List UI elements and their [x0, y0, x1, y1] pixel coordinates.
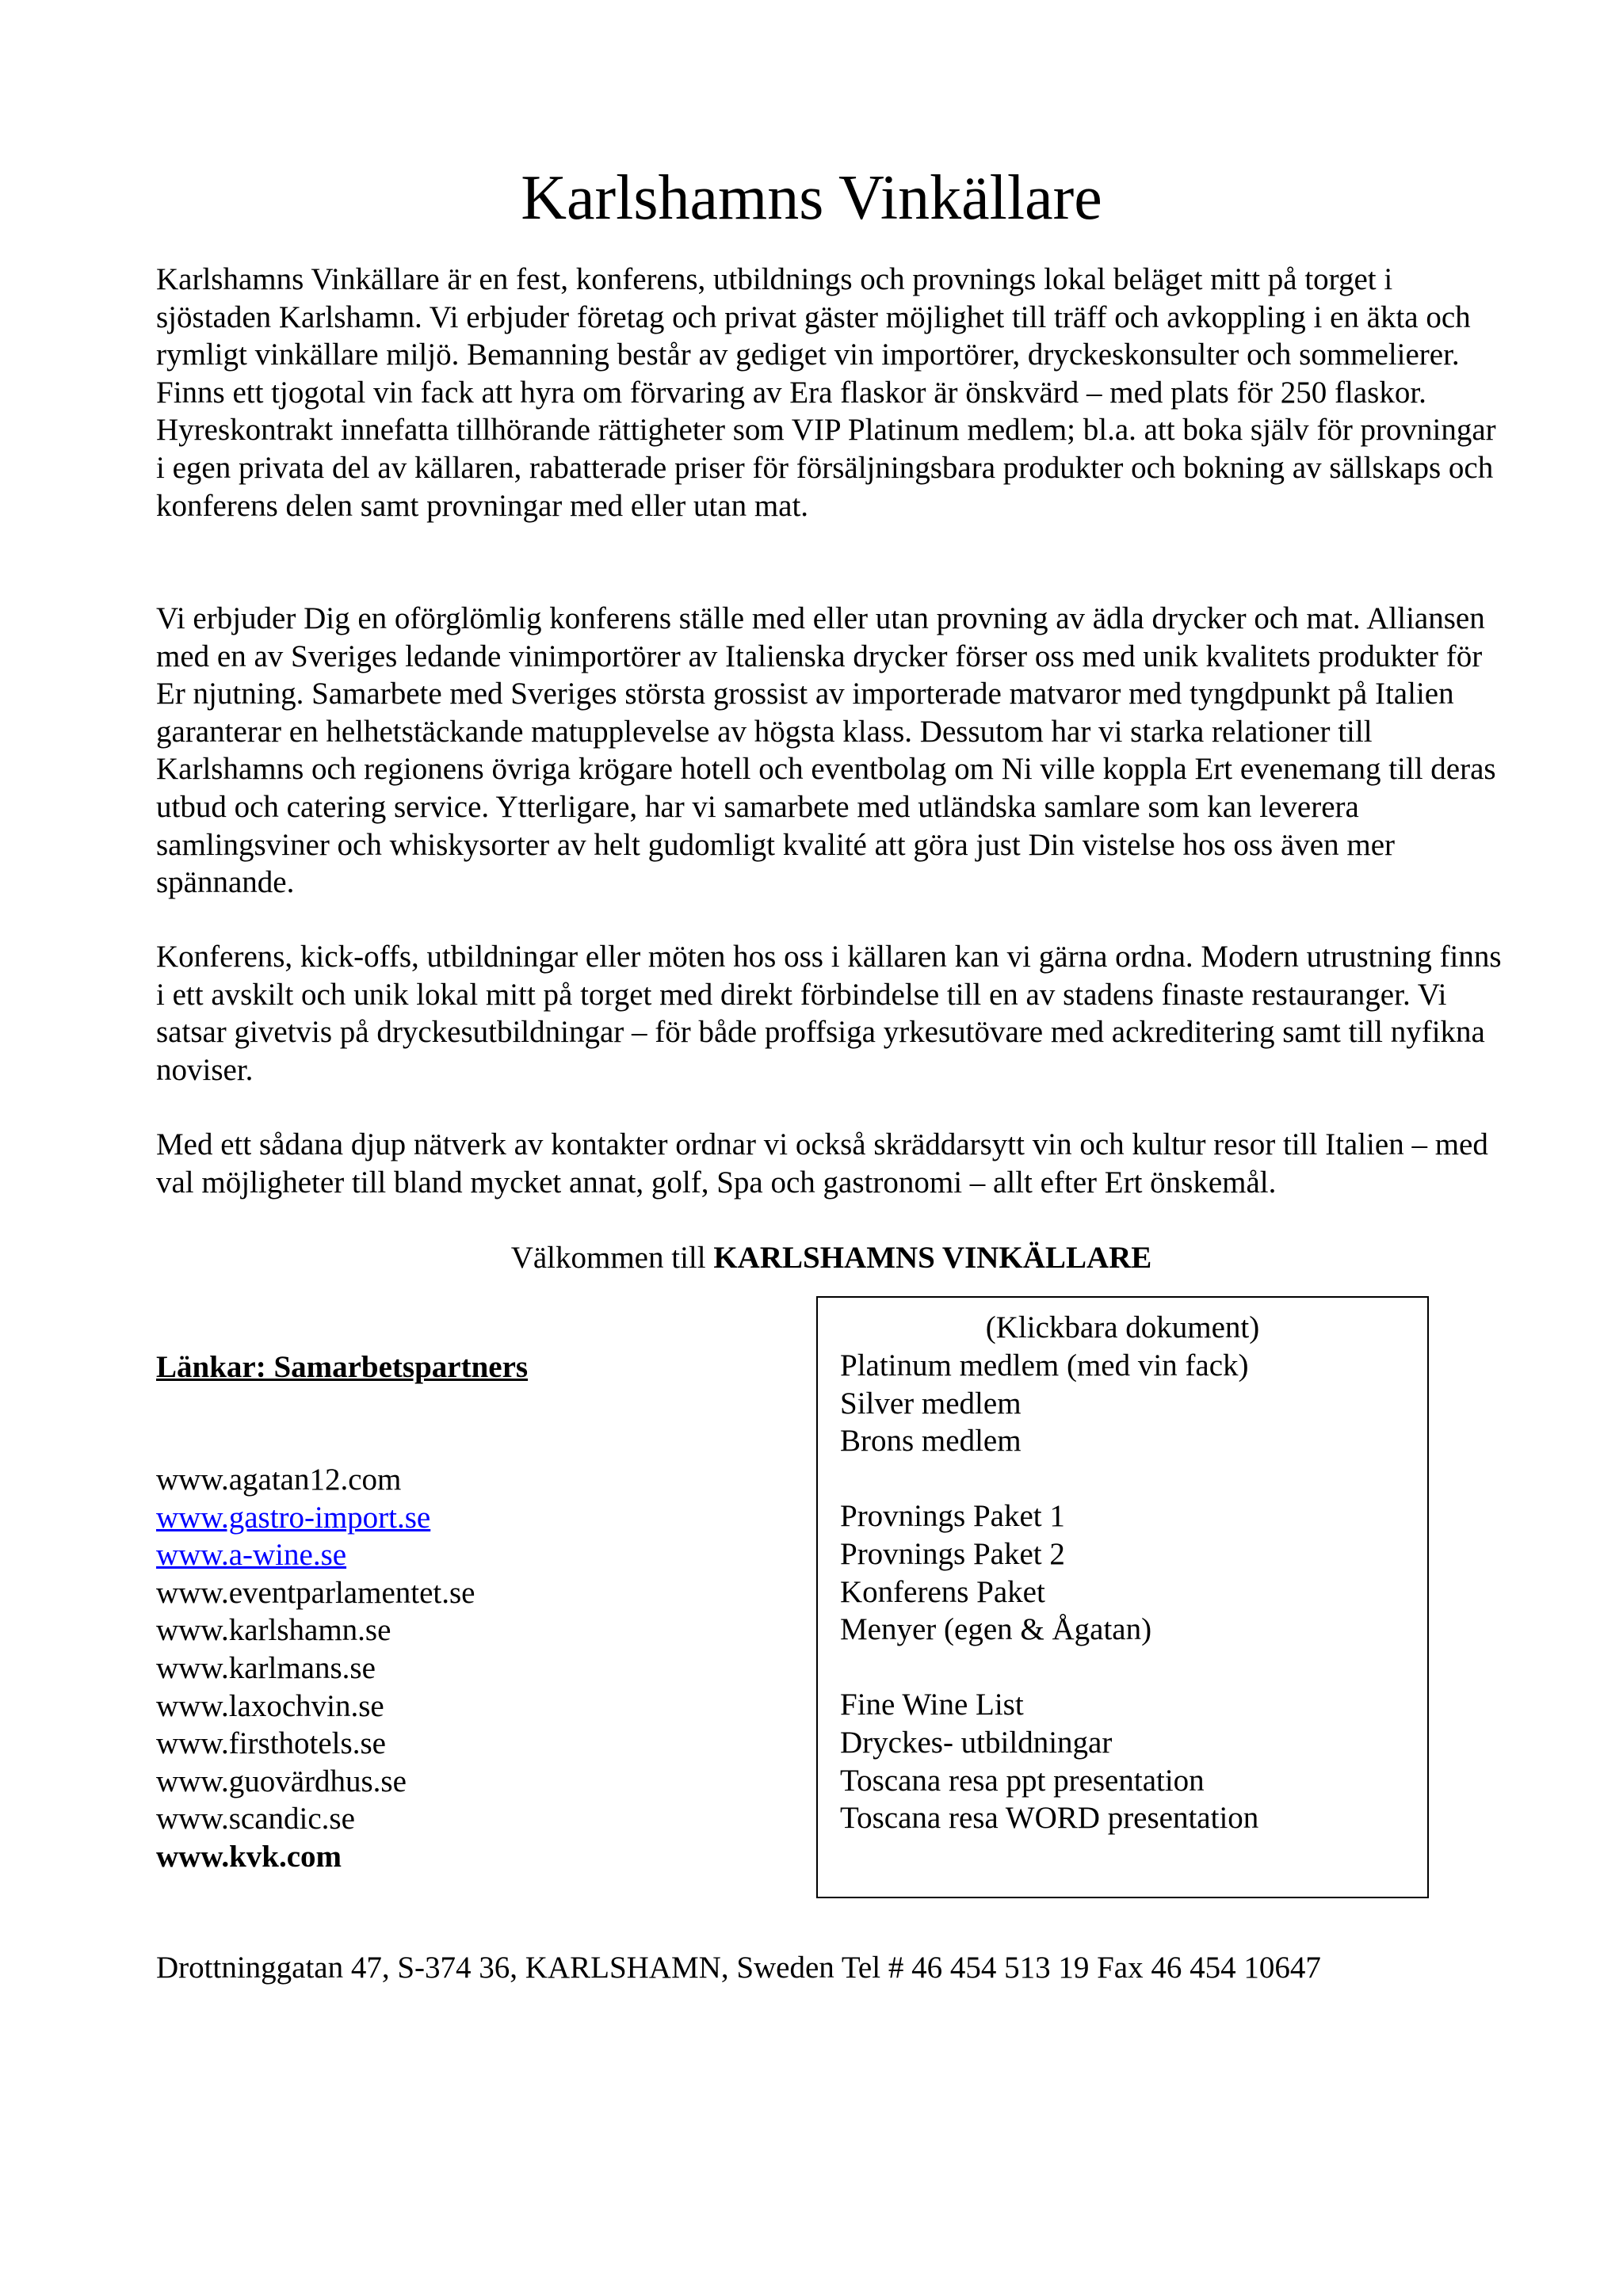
doc-toscana-ppt[interactable]: Toscana resa ppt presentation: [840, 1763, 1205, 1798]
list-item: [840, 1611, 1258, 1649]
link-firsthotels[interactable]: www.firsthotels.se: [156, 1726, 386, 1761]
link-scandic[interactable]: www.scandic.se: [156, 1802, 355, 1836]
link-kvk[interactable]: www.kvk.com: [156, 1839, 342, 1874]
doc-toscana-word[interactable]: Toscana resa WORD presentation: [840, 1801, 1259, 1836]
doc-tasting-package-1[interactable]: Provnings Paket 1: [840, 1499, 1065, 1534]
doc-silver-member[interactable]: Silver medlem: [840, 1386, 1022, 1421]
list-item: [840, 1385, 1258, 1423]
list-item: [840, 1724, 1258, 1762]
wine-locker-text: Finns ett tjogotal vin fack att hyra om förvaring av Era flaskor är önskvärd – med plats för 250 flaskor. Hyreskontrakt innefatta tillhörande rättigheter som VIP Platinum medlem; bl.a. att boka själv för provningar i egen privata del av källaren, rabatterade priser för försäljningsbara produkter och bokning av sällskaps och konferens delen samt provningar med eller utan mat.: [156, 375, 1496, 523]
links-heading: Länkar: Samarbetspartners: [156, 1350, 529, 1384]
list-item: [840, 1497, 1258, 1535]
list-item: [156, 1499, 475, 1537]
page-title: Karlshamns Vinkällare: [521, 163, 1102, 233]
list-item: [840, 1422, 1258, 1460]
documents-list: [840, 1347, 1258, 1837]
doc-platinum-member[interactable]: Platinum medlem (med vin fack): [840, 1348, 1249, 1383]
link-eventparlamentet[interactable]: www.eventparlamentet.se: [156, 1575, 475, 1610]
list-item: [156, 1838, 475, 1876]
list-item: [156, 1650, 475, 1688]
training-paragraph: Konferens, kick-offs, utbildningar eller möten hos oss i källaren kan vi gärna ordna. Modern utrustning finns i ett avskilt och unik lokal mitt på torget med direkt förbindelse till en av stadens finaste restauranger. Vi satsar givetvis på dryckesutbildningar – för både proffsiga yrkesutövare med ackreditering samt till nyfikna noviser.: [156, 940, 1502, 1087]
link-laxochvin[interactable]: www.laxochvin.se: [156, 1688, 384, 1723]
doc-fine-wine-list[interactable]: Fine Wine List: [840, 1688, 1024, 1722]
doc-menus[interactable]: Menyer (egen & Ågatan): [840, 1612, 1152, 1647]
doc-tasting-package-2[interactable]: Provnings Paket 2: [840, 1536, 1065, 1571]
list-item: [840, 1573, 1258, 1611]
travel-paragraph: Med ett sådana djup nätverk av kontakter ordnar vi också skräddarsytt vin och kultur resor till Italien – med val möjligheter till bland mycket annat, golf, Spa och gastronomi – allt efter Ert önskemål.: [156, 1127, 1488, 1199]
welcome-line: [0, 1239, 1623, 1277]
doc-beverage-training[interactable]: Dryckes- utbildningar: [840, 1725, 1113, 1760]
list-spacer: [840, 1460, 1258, 1498]
link-agatan12[interactable]: www.agatan12.com: [156, 1463, 402, 1497]
contact-footer: Drottninggatan 47, S-374 36, KARLSHAMN, Sweden Tel # 46 454 513 19 Fax 46 454 10647: [156, 1951, 1321, 1985]
link-karlmans[interactable]: www.karlmans.se: [156, 1650, 376, 1685]
list-item: [156, 1461, 475, 1499]
link-gastro-import[interactable]: www.gastro-import.se: [156, 1500, 431, 1535]
conference-paragraph: Vi erbjuder Dig en oförglömlig konferens ställe med eller utan provning av ädla drycker och mat. Alliansen med en av Sveriges ledande vinimportörer av Italienska drycker förser oss med unik kvalitets produkter för Er njutning. Samarbete med Sveriges största grossist av importerade matvaror med tyngdpunkt på Italien garanterar en helhetstäckande matupplevelse av högsta klass. Dessutom har vi starka relationer till Karlshamns och regionens övriga krögare hotell och eventbolag om Ni ville koppla Ert evenemang till deras utbud och catering service. Ytterligare, har vi samarbete med utländska samlare som kan leverera samlingsviner och whiskysorter av helt gudomligt kvalité att göra just Din vistelse hos oss även mer spännande.: [156, 601, 1496, 900]
list-item: [156, 1688, 475, 1726]
doc-conference-package[interactable]: Konferens Paket: [840, 1574, 1045, 1609]
list-spacer: [840, 1649, 1258, 1687]
intro-paragraph: [156, 261, 1503, 524]
link-a-wine[interactable]: www.a-wine.se: [156, 1538, 347, 1573]
documents-header: (Klickbara dokument): [985, 1310, 1260, 1344]
partner-links-list: [156, 1461, 475, 1876]
list-item: [156, 1800, 475, 1838]
list-item: [156, 1725, 475, 1763]
intro-text: Karlshamns Vinkällare är en fest, konferens, utbildnings och provnings lokal beläget mitt på torget i sjöstaden Karlshamn. Vi erbjuder företag och privat gäster möjlighet till träff och avkoppling i en äkta och rymligt vinkällare miljö. Bemanning består av gediget vin importörer, dryckeskonsulter och sommelierer.: [156, 262, 1471, 372]
link-guovardhus[interactable]: www.guovärdhus.se: [156, 1764, 407, 1798]
list-item: [840, 1686, 1258, 1724]
list-item: [840, 1799, 1258, 1837]
list-item: [156, 1536, 475, 1574]
list-item: [156, 1611, 475, 1650]
doc-bronze-member[interactable]: Brons medlem: [840, 1424, 1022, 1459]
list-item: [840, 1535, 1258, 1573]
list-item: [840, 1347, 1258, 1385]
documents-box: [816, 1296, 1429, 1898]
link-karlshamn[interactable]: www.karlshamn.se: [156, 1613, 391, 1648]
list-item: [156, 1763, 475, 1801]
list-item: [840, 1762, 1258, 1800]
welcome-name: KARLSHAMNS VINKÄLLARE: [713, 1241, 1152, 1275]
welcome-prefix: Välkommen till: [510, 1241, 714, 1275]
list-item: [156, 1574, 475, 1612]
